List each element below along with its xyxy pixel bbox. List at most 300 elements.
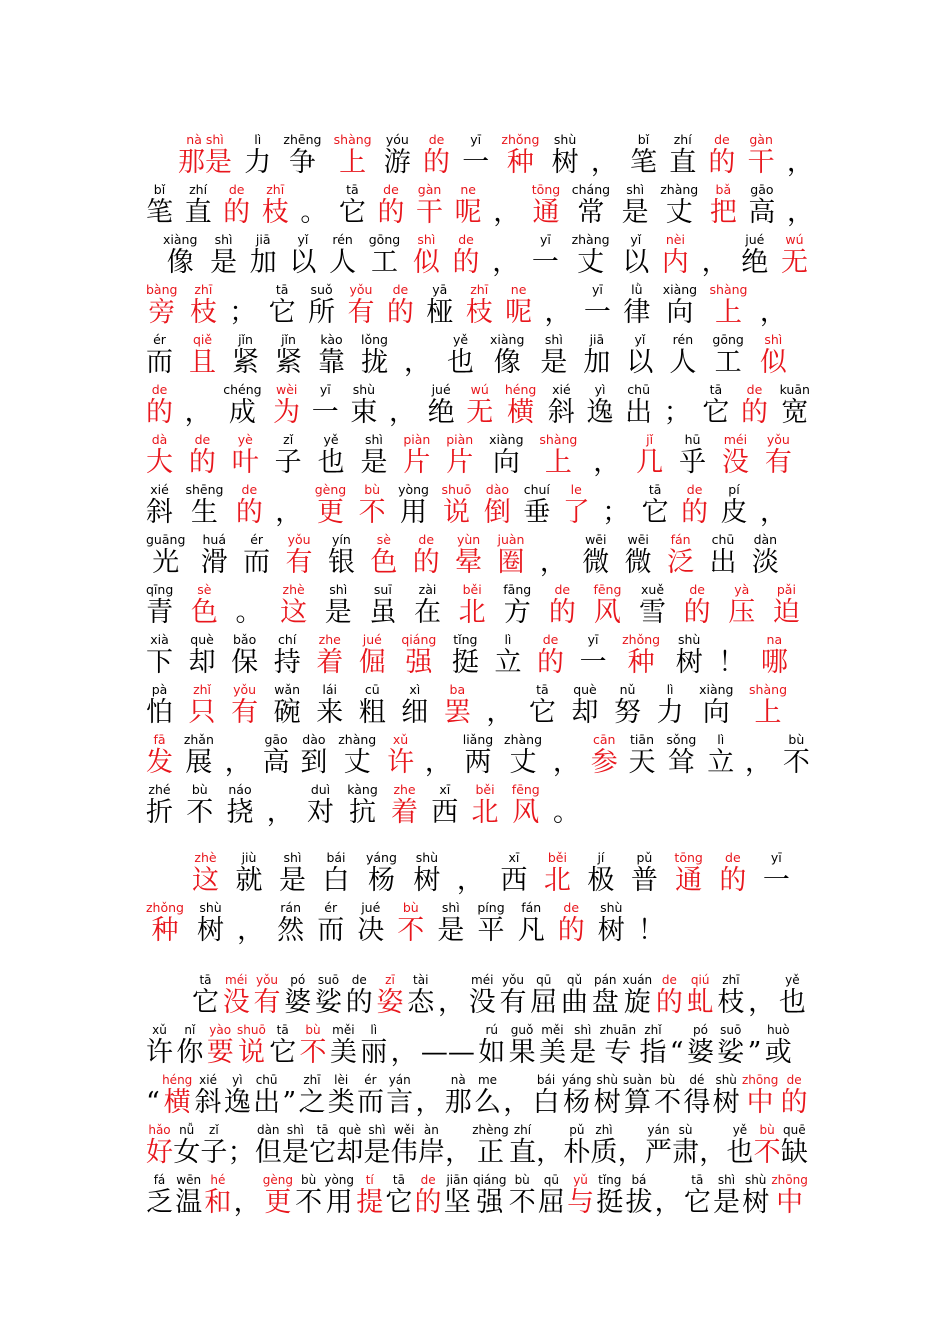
pinyin: le: [570, 482, 582, 497]
ruby-char: [745, 734, 772, 780]
ruby-char: [625, 534, 652, 580]
ruby-char: [227, 784, 254, 830]
pinyin: de: [725, 850, 741, 865]
pinyin: bù: [191, 782, 208, 797]
ruby-char: [523, 484, 550, 530]
hanzi: 加: [583, 347, 611, 378]
pinyin: de: [542, 632, 559, 647]
pinyin: xiàng: [662, 282, 698, 297]
ruby-char: [562, 1074, 592, 1120]
hanzi: 的: [740, 397, 768, 428]
ruby-char: [323, 852, 350, 898]
hanzi: 不: [186, 797, 214, 828]
hanzi: 笔: [630, 147, 658, 178]
ruby-char: [687, 1024, 714, 1070]
pinyin: nèi: [665, 232, 685, 247]
hanzi: ；: [227, 1137, 255, 1168]
pinyin: jué: [745, 232, 765, 247]
hanzi: 淡: [751, 547, 779, 578]
ruby-char: [787, 134, 814, 180]
hanzi: 女: [173, 1137, 201, 1168]
hanzi: 的: [188, 447, 216, 478]
hanzi: 微: [624, 547, 652, 578]
ruby-char: [190, 284, 217, 330]
ruby-char: [710, 184, 737, 230]
pinyin: fā: [153, 732, 166, 747]
ruby-char: [490, 334, 524, 380]
pinyin: yī: [470, 132, 482, 147]
ruby-char: [780, 384, 810, 430]
ruby-char: [369, 584, 396, 630]
ruby-char: [192, 852, 219, 898]
pinyin: méi: [471, 973, 494, 987]
ruby-char: [282, 1074, 296, 1120]
hanzi: 的: [423, 147, 450, 178]
hanzi: 的: [146, 397, 173, 428]
ruby-char: [359, 484, 386, 530]
pinyin: de: [392, 282, 409, 297]
pinyin: shì: [441, 900, 460, 915]
pinyin: de: [686, 482, 703, 497]
pinyin: cháng: [571, 182, 611, 197]
pinyin: tiān: [630, 732, 654, 747]
ruby-char: [623, 1074, 652, 1120]
hanzi: 白: [532, 1087, 560, 1118]
ruby-char: [771, 1174, 807, 1220]
pinyin: yě: [732, 1123, 748, 1137]
hanzi: 它: [385, 1187, 413, 1218]
ruby-char: [223, 384, 261, 430]
hanzi: 枝: [261, 197, 289, 228]
ruby-char: [748, 134, 775, 180]
hanzi: ；: [602, 497, 630, 528]
hanzi: ，: [786, 147, 814, 178]
pinyin: yín: [332, 532, 351, 547]
pinyin: què: [573, 682, 597, 697]
ruby-char: [539, 1024, 566, 1070]
pinyin: shàng: [749, 682, 787, 697]
hanzi: 大: [146, 447, 173, 478]
ruby-char: [457, 852, 484, 898]
pinyin: zhèng: [472, 1123, 509, 1137]
hanzi: 到: [300, 747, 328, 778]
ruby-char: [295, 1174, 322, 1220]
ruby-char: [596, 1174, 623, 1220]
ruby-char: [162, 1074, 192, 1120]
pinyin: shì: [764, 332, 783, 347]
hanzi: 展: [185, 747, 213, 778]
pinyin: xiàng: [699, 682, 734, 697]
ruby-char: [207, 1024, 234, 1070]
ruby-char: [389, 384, 416, 430]
ruby-char: [186, 784, 213, 830]
hanzi: 娑: [717, 1037, 745, 1068]
pinyin: nà: [450, 1073, 466, 1087]
ruby-char: [146, 534, 185, 580]
hanzi: 言: [386, 1087, 414, 1118]
pinyin: jǐ: [646, 432, 654, 447]
hanzi: 树: [675, 647, 703, 678]
pinyin: jué: [362, 632, 382, 647]
ruby-char: [387, 284, 414, 330]
hanzi: 上: [754, 697, 782, 728]
hanzi: 与: [567, 1187, 595, 1218]
ruby-char: [178, 134, 232, 180]
ruby-char: [748, 974, 775, 1020]
ruby-char: [347, 284, 374, 330]
hanzi: ，: [233, 1187, 261, 1218]
hanzi: 指: [639, 1037, 667, 1068]
pinyin: sè: [197, 582, 212, 597]
pinyin: běi: [547, 850, 567, 865]
ruby-char: [699, 1124, 726, 1170]
ruby-char: [748, 184, 775, 230]
ruby-char: [441, 484, 471, 530]
pinyin: bǐ: [153, 182, 166, 197]
pinyin: de: [563, 900, 580, 915]
hanzi: 杨: [563, 1087, 591, 1118]
hanzi: ，: [389, 397, 416, 428]
hanzi: 枝: [189, 297, 217, 328]
ruby-char: [146, 634, 173, 680]
pinyin: wēi: [627, 532, 649, 547]
hanzi: 斜: [547, 397, 575, 428]
hanzi: “: [146, 1087, 160, 1118]
pinyin: bá: [631, 1173, 647, 1187]
ruby-char: [505, 384, 536, 430]
ruby-char: [223, 974, 250, 1020]
ruby-char: [163, 234, 197, 280]
ruby-char: [236, 852, 263, 898]
hanzi: 的: [557, 915, 585, 946]
pinyin: yǐ: [634, 332, 646, 347]
ruby-char: [530, 974, 557, 1020]
ruby-char: [763, 852, 790, 898]
ruby-char: [269, 1024, 296, 1070]
pinyin: jǐn: [238, 332, 253, 347]
ruby-char: [324, 1174, 354, 1220]
ruby-char: [275, 434, 302, 480]
hanzi: 屈: [537, 1187, 565, 1218]
hanzi: 以: [626, 347, 654, 378]
ruby-char: [459, 584, 486, 630]
hanzi: 得: [683, 1087, 711, 1118]
ruby-char: [253, 1074, 280, 1120]
pinyin: zhī: [303, 1073, 321, 1087]
pinyin: shì: [214, 232, 233, 247]
pinyin: yòng: [324, 1173, 355, 1187]
ruby-char: [529, 684, 556, 730]
hanzi: 强: [405, 647, 433, 678]
pinyin: tā: [275, 282, 289, 297]
ruby-char: [591, 1124, 618, 1170]
ruby-char: [539, 434, 577, 480]
ruby-char: [721, 484, 748, 530]
pinyin: shàng: [333, 132, 372, 147]
ruby-char: [662, 234, 689, 280]
ruby-char: [250, 234, 277, 280]
hanzi: 通: [532, 197, 560, 228]
pinyin: shàng: [539, 432, 578, 447]
hanzi: 发: [146, 747, 173, 778]
ruby-char: [760, 284, 787, 330]
hanzi: ，: [224, 747, 252, 778]
ruby-char: [364, 1124, 391, 1170]
ruby-char: [713, 1174, 740, 1220]
pinyin: jiā: [589, 332, 605, 347]
pinyin: quē: [783, 1123, 806, 1137]
pinyin: bù: [305, 1023, 321, 1037]
hanzi: 种: [151, 915, 179, 946]
pinyin: zhēng: [283, 132, 322, 147]
ruby-char: [518, 902, 545, 948]
ruby-char: [781, 234, 808, 280]
hanzi: 的: [235, 497, 263, 528]
pinyin: bù: [660, 1073, 676, 1087]
hanzi: 挺: [596, 1187, 624, 1218]
ruby-char: [636, 434, 663, 480]
pinyin: suō: [317, 973, 340, 987]
ruby-char: [699, 684, 733, 730]
ruby-char: [503, 584, 531, 630]
hanzi: 干: [416, 197, 444, 228]
hanzi: 子: [200, 1137, 228, 1168]
hanzi: 皮: [720, 497, 748, 528]
hanzi: 它: [269, 1037, 297, 1068]
hanzi: ，: [617, 1137, 645, 1168]
hanzi: 和: [204, 1187, 232, 1218]
ruby-char: [722, 434, 749, 480]
pinyin: yī: [770, 850, 782, 865]
ruby-char: [228, 1124, 255, 1170]
pinyin: lái: [322, 682, 337, 697]
pinyin: chū: [627, 382, 650, 397]
pinyin: bái: [326, 850, 346, 865]
pinyin: xiàng: [163, 232, 198, 247]
hanzi: ，: [759, 497, 787, 528]
pinyin: de: [714, 132, 730, 147]
pinyin: bù: [364, 482, 381, 497]
pinyin: zhī: [266, 182, 285, 197]
ruby-char: [189, 634, 216, 680]
hanzi: 北: [471, 797, 499, 828]
pinyin: wèi: [275, 382, 298, 397]
hanzi: 有: [285, 547, 313, 578]
ruby-char: [602, 484, 629, 530]
pinyin: ne: [510, 282, 527, 297]
pinyin: tā: [199, 973, 212, 987]
ruby-char: [398, 484, 429, 530]
ruby-char: [642, 484, 669, 530]
ruby-char: [718, 634, 745, 680]
hanzi: ，: [266, 797, 294, 828]
hanzi: 提: [356, 1187, 384, 1218]
pinyin: zhí: [513, 1123, 532, 1137]
text-line: [146, 534, 779, 580]
ruby-char: [453, 234, 480, 280]
pinyin: sǒng: [666, 732, 697, 747]
hanzi: 横: [507, 397, 535, 428]
ruby-char: [500, 974, 527, 1020]
ruby-char: [787, 184, 814, 230]
hanzi: 婆: [686, 1037, 714, 1068]
ruby-char: [360, 434, 387, 480]
ruby-char: [684, 584, 711, 630]
pinyin: shù: [352, 382, 376, 397]
pinyin: yì: [232, 1073, 243, 1087]
pinyin: yě: [323, 432, 339, 447]
ruby-char: [300, 734, 327, 780]
pinyin: pó: [692, 1023, 708, 1037]
pinyin: lèi: [334, 1073, 349, 1087]
ruby-char: [593, 434, 620, 480]
pinyin: lì: [717, 732, 725, 747]
ruby-char: [426, 284, 453, 330]
ruby-char: [286, 534, 313, 580]
ruby-char: [532, 234, 559, 280]
pinyin: tí: [365, 1173, 374, 1187]
ruby-char: [472, 1124, 509, 1170]
pinyin: yóu: [385, 132, 409, 147]
ruby-char: [237, 902, 264, 948]
pinyin: guāng: [146, 532, 186, 547]
hanzi: 却: [571, 697, 599, 728]
hanzi: 出: [709, 547, 737, 578]
pinyin: rén: [332, 232, 353, 247]
ruby-char: [232, 434, 259, 480]
hanzi: 一: [583, 297, 611, 328]
hanzi: 旋: [623, 987, 651, 1018]
hanzi: 一: [462, 147, 490, 178]
pinyin: na: [766, 632, 783, 647]
pinyin: bǎo: [233, 632, 257, 647]
ruby-char: [359, 634, 386, 680]
hanzi: 光: [152, 547, 180, 578]
hanzi: 这: [280, 597, 308, 628]
pinyin: tōng: [531, 182, 561, 197]
ruby-char: [369, 234, 400, 280]
ruby-char: [498, 534, 525, 580]
hanzi: 美: [538, 1037, 566, 1068]
ruby-char: [760, 334, 787, 380]
pinyin: ér: [324, 900, 338, 915]
hanzi: 也: [726, 1137, 754, 1168]
hanzi: ！: [718, 647, 746, 678]
ruby-char: [591, 134, 618, 180]
ruby-char: [717, 1024, 744, 1070]
pinyin: fá: [153, 1173, 166, 1187]
hanzi: 向: [666, 297, 694, 328]
pinyin: ba: [449, 682, 466, 697]
ruby-char: [452, 634, 479, 680]
hanzi: ，: [445, 1137, 473, 1168]
ruby-char: [493, 184, 520, 230]
hanzi: 许: [146, 1037, 173, 1068]
pinyin: yā: [432, 282, 448, 297]
ruby-char: [407, 974, 434, 1020]
hanzi: 旁: [148, 297, 176, 328]
hanzi: 有: [347, 297, 375, 328]
hanzi: 是: [210, 247, 238, 278]
hanzi: 直: [184, 197, 212, 228]
hanzi: 不: [358, 497, 386, 528]
hanzi: ，: [503, 1087, 531, 1118]
ruby-char: [391, 1124, 418, 1170]
ruby-char: [580, 634, 607, 680]
ruby-char: [664, 384, 691, 430]
hanzi: 通: [675, 865, 703, 896]
pinyin: zhǎn: [183, 732, 214, 747]
pinyin: tā: [316, 1123, 329, 1137]
ruby-char: [563, 484, 590, 530]
hanzi: 叶: [231, 447, 259, 478]
ruby-char: [765, 434, 792, 480]
hanzi: 工: [370, 247, 398, 278]
hanzi: 高: [748, 197, 776, 228]
hanzi: 片: [446, 447, 474, 478]
ruby-char: [377, 184, 404, 230]
hanzi: 天: [628, 747, 656, 778]
ruby-char: [425, 734, 452, 780]
hanzi: 紧: [232, 347, 259, 378]
pinyin: rán: [280, 900, 301, 915]
pinyin: bǎ: [715, 182, 732, 197]
pinyin: dàn: [753, 532, 778, 547]
ruby-char: [489, 434, 523, 480]
ruby-char: [674, 852, 702, 898]
ruby-char: [236, 484, 263, 530]
hanzi: 似: [759, 347, 787, 378]
ruby-char: [334, 134, 372, 180]
pinyin: yě: [785, 973, 800, 987]
hanzi: 高: [262, 747, 290, 778]
hanzi: 乎: [679, 447, 707, 478]
pinyin: xī: [508, 850, 520, 865]
ruby-char: [176, 1024, 203, 1070]
hanzi: 正: [477, 1137, 504, 1168]
pinyin: yán: [388, 1073, 411, 1087]
hanzi: 严: [644, 1137, 672, 1168]
hanzi: 一: [311, 397, 339, 428]
pinyin: gàn: [417, 182, 442, 197]
pinyin: kào: [320, 332, 343, 347]
hanzi: 枝: [717, 987, 745, 1018]
pinyin: yào: [209, 1023, 232, 1037]
pinyin: sù: [678, 1123, 693, 1137]
pinyin: xì: [409, 682, 421, 697]
hanzi: 的: [377, 197, 405, 228]
ruby-char: [741, 234, 768, 280]
hanzi: 横: [163, 1087, 191, 1118]
hanzi: 着: [391, 797, 419, 828]
text-line: [192, 852, 790, 898]
hanzi: 乏: [146, 1187, 173, 1218]
ruby-char: [462, 134, 489, 180]
ruby-char: [687, 974, 714, 1020]
hanzi: 北: [543, 865, 571, 896]
pinyin: de: [458, 232, 474, 247]
ruby-char: [563, 1124, 590, 1170]
hanzi: 常: [577, 197, 605, 228]
pinyin: qiě: [192, 332, 213, 347]
ruby-char: [397, 902, 424, 948]
ruby-char: [446, 434, 473, 480]
hanzi: 丈: [343, 747, 371, 778]
hanzi: ；: [229, 297, 257, 328]
pinyin: cū: [364, 682, 380, 697]
text-line: [146, 484, 787, 530]
pinyin: bái: [536, 1073, 556, 1087]
